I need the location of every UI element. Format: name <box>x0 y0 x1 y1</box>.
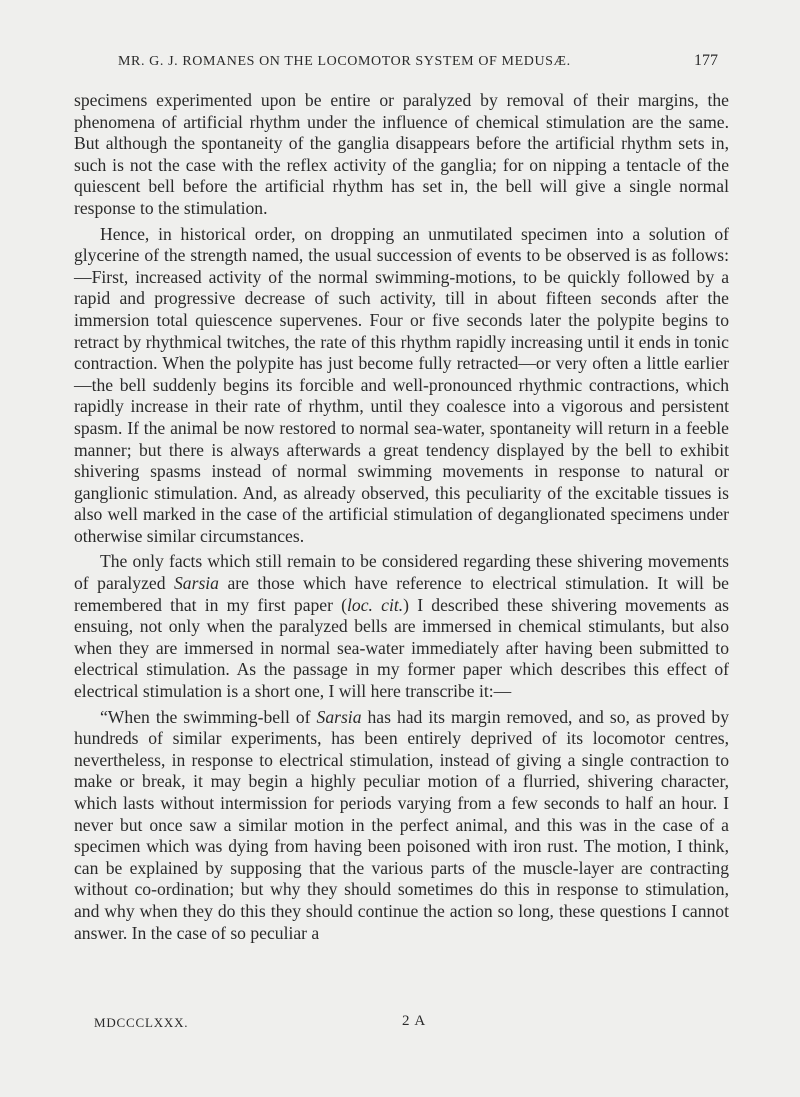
paragraph-4-genus-sarsia: Sarsia <box>316 706 362 727</box>
body-text <box>74 90 729 944</box>
paragraph-1-text: specimens experimented upon be entire or paralyzed by removal of their margins, the phenomena of artificial rhythm under the influence of chemical stimulation are the same. But although the spontaneity of the ganglia disappears before the artificial rhythm sets in, such is not the case with the reflex activity of the ganglia; for on nipping a tentacle of the quiescent bell before the artificial rhythm has set in, the bell will give a single normal response to the stimulation. <box>74 90 729 218</box>
paragraph-4-text-b: has had its margin removed, and so, as proved by hundreds of similar experiments, has been entirely deprived of its locomotor centres, nevertheless, in response to electrical stimulation, instead of giving a single contraction to make or break, it may begin a highly peculiar motion of a flurried, shivering character, which lasts without intermission for periods varying from a few seconds to half an hour. I never but once saw a similar motion in the perfect animal, and this was in the case of a specimen which was dying from having been poisoned with iron rust. The motion, I think, can be explained by supposing that the various parts of the muscle-layer are contracting without co-ordination; but why they should sometimes do this in response to stimulation, and why when they do this they should continue the action so long, these questions I cannot answer. In the case of so peculiar a <box>74 706 729 943</box>
paragraph-3-text-a: The only facts which still remain to be considered regarding these shivering movements of paralyzed <box>74 551 729 594</box>
paragraph-3-text-b: are those which have reference to electrical stimulation. It will be remembered that in my first paper ( <box>74 573 729 615</box>
paragraph-4-text-a: “When the swimming-bell of <box>100 706 317 727</box>
running-title: MR. G. J. ROMANES ON THE LOCOMOTOR SYSTEM OF MEDUSÆ. <box>118 54 571 69</box>
volume-mark: MDCCCLXXX. <box>94 1015 189 1030</box>
paragraph-3 <box>74 551 729 702</box>
paragraph-1 <box>74 90 729 220</box>
paragraph-2-text: Hence, in historical order, on dropping an unmutilated specimen into a solution of glycerine of the strength named, the usual succession of events to be observed is as follows:—First, increased activity of the normal swimming-motions, to be quickly followed by a rapid and progressive decrease of such activity, till in about fifteen seconds after the immersion total quiescence supervenes. Four or five seconds later the polypite begins to retract by rhythmical twitches, the rate of this rhythm rapidly increasing until it ends in tonic contraction. When the polypite has just become fully retracted—or very often a little earlier—the bell suddenly begins its forcible and well-pronounced rhythmic contractions, which rapidly increase in their rate of rhythm, until they coalesce into a vigorous and persistent spasm. If the animal be now restored to normal sea-water, spontaneity will return in a feeble manner; but there is always afterwards a great tendency displayed by the bell to exhibit shivering spasms instead of normal swimming movements in response to natural or ganglionic stimulation. And, as already observed, this peculiarity of the excitable tissues is also well marked in the case of the artificial stimulation of deganglionated specimens under otherwise similar circumstances. <box>74 223 729 546</box>
page-number: 177 <box>694 52 718 69</box>
running-header <box>118 54 718 74</box>
paragraph-3-genus-sarsia: Sarsia <box>174 573 219 594</box>
paragraph-3-citation: loc. cit. <box>347 594 404 615</box>
page-footer <box>94 1013 714 1033</box>
signature-mark: 2 A <box>402 1013 427 1029</box>
paragraph-4-quotation <box>74 707 729 945</box>
paragraph-2 <box>74 224 729 548</box>
paragraph-3-text-c: ) I described these shivering movements as ensuing, not only when the paralyzed bells are immersed in chemical stimulants, but also when they are immersed in normal sea-water immediately after having been submitted to electrical stimulation. As the passage in my former paper which describes this effect of electrical stimulation is a short one, I will here transcribe it:— <box>74 594 729 702</box>
